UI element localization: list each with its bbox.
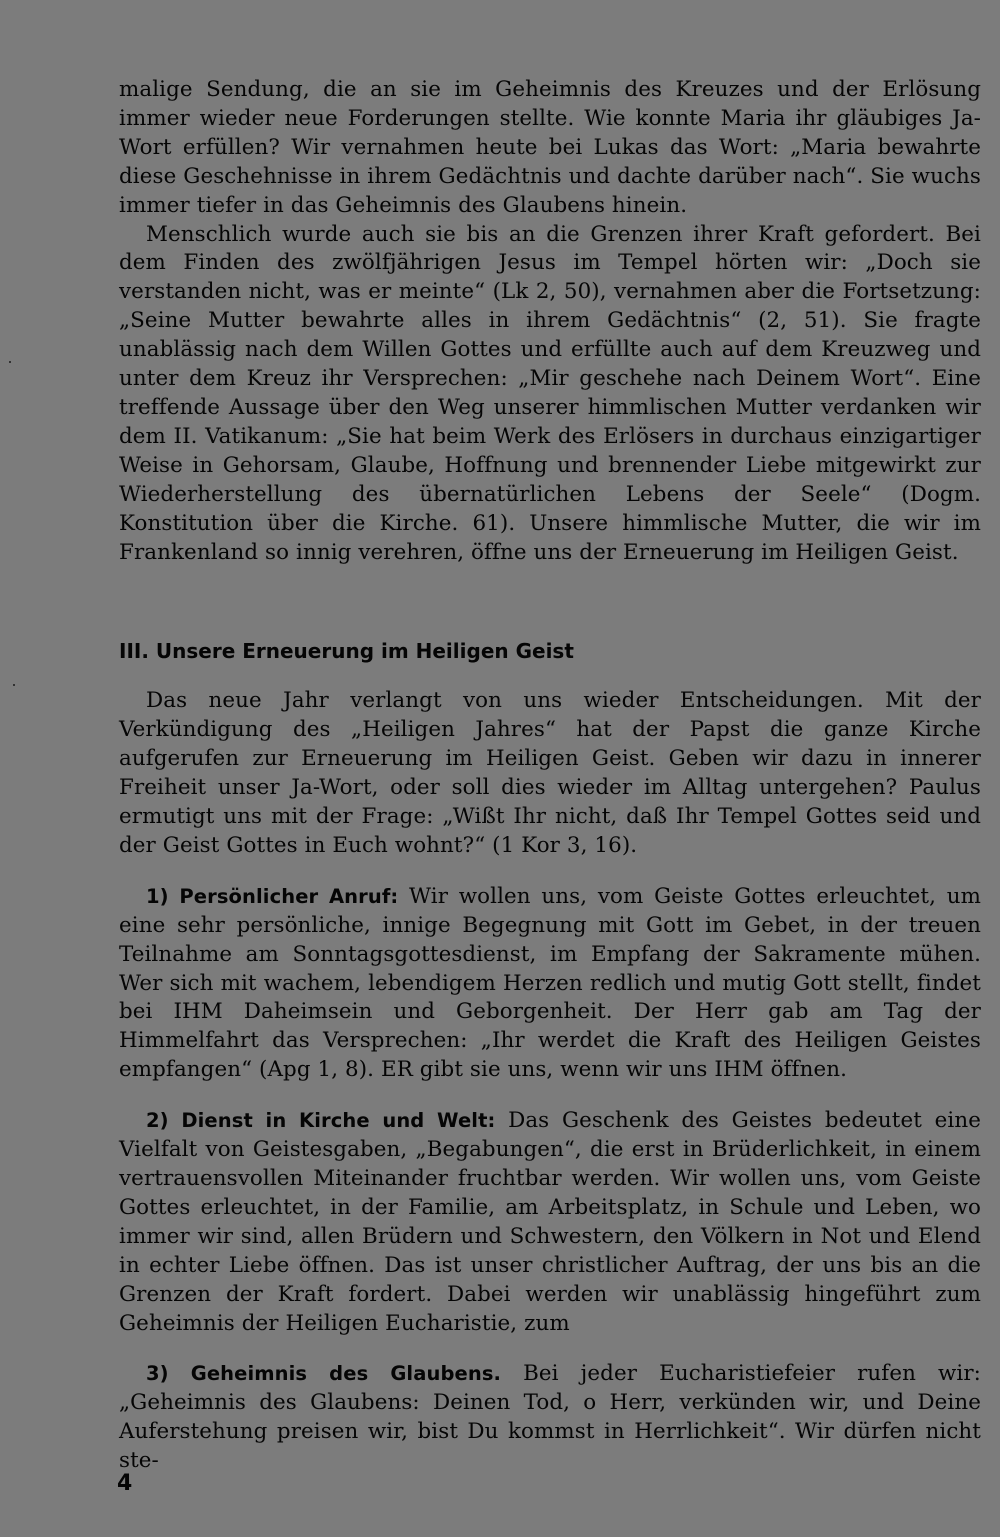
spacer — [119, 1338, 981, 1360]
spacer — [119, 567, 981, 637]
point-3-lead: 3) Geheimnis des Glaubens. — [146, 1362, 502, 1386]
point-2 — [119, 1107, 981, 1338]
spacer — [119, 1085, 981, 1107]
point-1 — [119, 883, 981, 1085]
point-2-lead: 2) Dienst in Kirche und Welt: — [146, 1109, 496, 1133]
paragraph-mary: Menschlich wurde auch sie bis an die Grenzen ihrer Kraft gefordert. Bei dem Finden des zwölfjährigen Jesus im Tempel hörten wir: „Doch sie verstanden nicht, was er meinte“ (Lk 2, 50), vernahmen aber die Fortsetzung: „Seine Mutter bewahrte alles in ihrem Gedächtnis“ (2, 51). Sie fragte unablässig nach dem Willen Gottes und erfüllte auch auf dem Kreuzweg und unter dem Kreuz ihr Versprechen: „Mir geschehe nach Deinem Wort“. Eine treffende Aussage über den Weg unserer himmlischen Mutter verdanken wir dem II. Vatikanum: „Sie hat beim Werk des Erlösers in durchaus einzigartiger Weise in Gehorsam, Glaube, Hoffnung und brennender Liebe mitgewirkt zur Wiederherstellung des übernatürlichen Lebens der Seele“ (Dogm. Konstitution über die Kirche. 61). Unsere himmlische Mutter, die wir im Frankenland so innig verehren, öffne uns der Erneuerung im Heiligen Geist. — [119, 221, 981, 565]
paragraph-continuation: malige Sendung, die an sie im Geheimnis des Kreuzes und der Erlösung immer wieder neue Forderungen stellte. Wie konnte Maria ihr gläubiges Ja-Wort erfüllen? Wir vernahmen heute bei Lukas das Wort: „Maria bewahrte diese Geschehnisse in ihrem Gedächtnis und dachte darüber nach“. Sie wuchs immer tiefer in das Geheimnis des Glaubens hinein. — [119, 77, 981, 218]
page-number: 4 — [117, 1471, 133, 1496]
spacer — [119, 861, 981, 883]
point-1-text: Wir wollen uns, vom Geiste Gottes erleuchtet, um eine sehr persönliche, innige Begegnung mit Gott im Gebet, in der treuen Teilnahme am Sonntagsgottesdienst, im Empfang der Sakramente mühen. Wer sich mit wachem, lebendigem Herzen redlich und mutig Gott stellt, findet bei IHM Daheimsein und Geborgenheit. Der Herr gab am Tag der Himmelfahrt das Versprechen: „Ihr werdet die Kraft des Heiligen Geistes empfangen“ (Apg 1, 8). ER gibt sie uns, wenn wir uns IHM öffnen. — [119, 883, 981, 1083]
page-body — [119, 76, 981, 1476]
paragraph-intro: Das neue Jahr verlangt von uns wieder Entscheidungen. Mit der Verkündigung des „Heiligen Jahres“ hat der Papst die ganze Kirche aufgerufen zur Erneuerung im Heiligen Geist. Geben wir dazu in innerer Freiheit unser Ja-Wort, oder soll dies wieder im Alltag untergehen? Paulus ermutigt uns mit der Frage: „Wißt Ihr nicht, daß Ihr Tempel Gottes seid und der Geist Gottes in Euch wohnt?“ (1 Kor 3, 16). — [119, 688, 981, 858]
scan-speck — [13, 684, 15, 686]
scan-speck — [9, 361, 11, 363]
point-3 — [119, 1360, 981, 1476]
point-1-lead: 1) Persönlicher Anruf: — [146, 884, 399, 908]
spacer — [119, 665, 981, 687]
section-heading: III. Unsere Erneuerung im Heiligen Geist — [119, 639, 574, 664]
point-2-text: Das Geschenk des Geistes bedeutet eine Vielfalt von Geistesgaben, „Begabungen“, die erst in Brüderlichkeit, in einem vertrauensvollen Miteinander fruchtbar werden. Wir wollen uns, vom Geiste Gottes erleuchtet, in der Familie, am Arbeitsplatz, in Schule und Leben, wo immer wir sind, allen Brüdern und Schwestern, den Völkern in Not und Elend in echter Liebe öffnen. Das ist unser christlicher Auftrag, der uns bis an die Grenzen der Kraft fordert. Dabei werden wir unablässig hingeführt zum Geheimnis der Heiligen Eucharistie, zum — [119, 1108, 981, 1336]
point-3-text: Bei jeder Eucharistiefeier rufen wir: „Geheimnis des Glaubens: Deinen Tod, o Herr, verkünden wir, und Deine Auferstehung preisen wir, bist Du kommst in Herrlichkeit“. Wir dürfen nicht ste- — [119, 1361, 981, 1474]
